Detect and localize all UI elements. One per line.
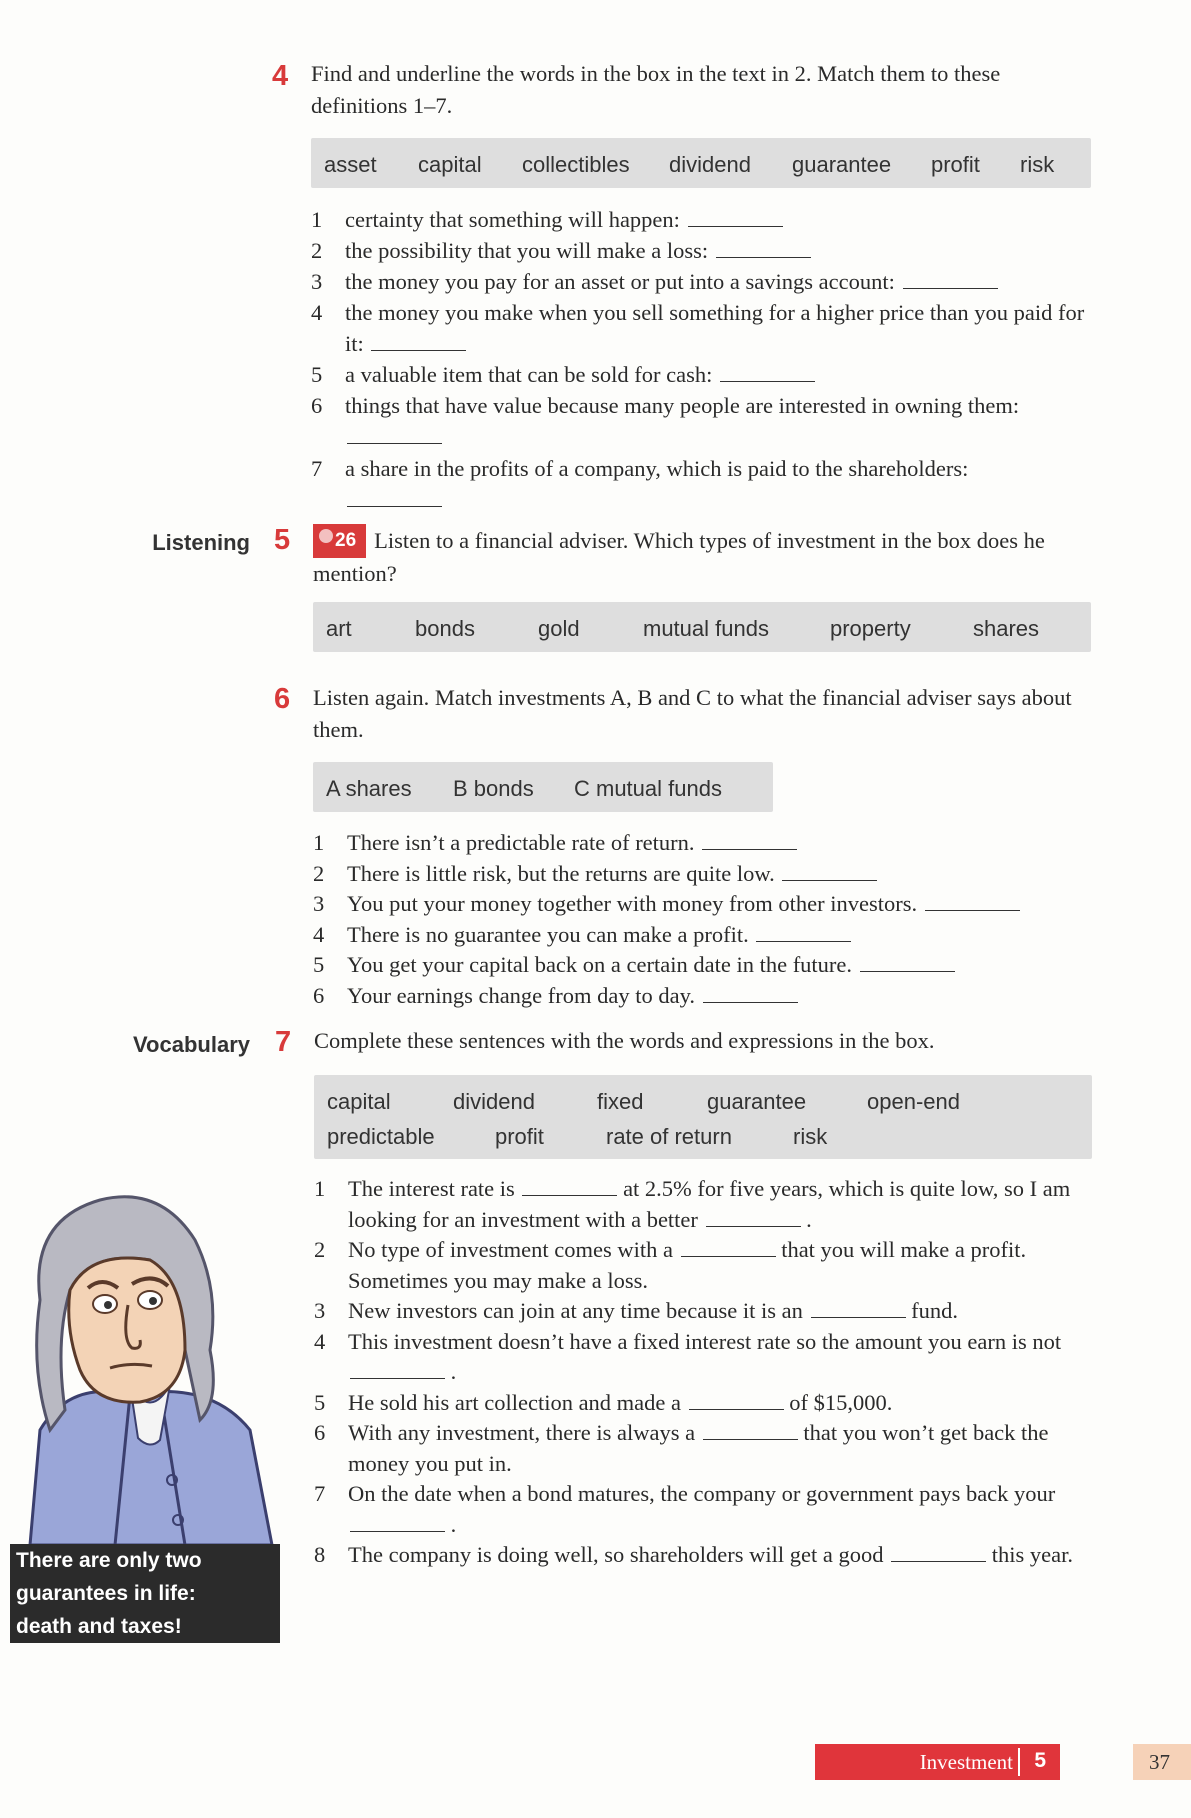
- cd-icon: [319, 529, 333, 543]
- answer-blank[interactable]: [347, 423, 442, 444]
- list-item: 6 Your earnings change from day to day.: [313, 981, 1093, 1012]
- answer-blank[interactable]: [522, 1175, 617, 1196]
- exercise-5-instruction: 26 Listen to a financial adviser. Which types of investment in the box does he mention?: [313, 524, 1083, 590]
- answer-blank[interactable]: [716, 237, 811, 258]
- exercise-7-instruction: Complete these sentences with the words and expressions in the box.: [314, 1028, 935, 1053]
- answer-blank[interactable]: [703, 982, 798, 1003]
- footer-divider: [1018, 1748, 1020, 1776]
- box-word: profit: [495, 1124, 544, 1149]
- section-label-listening: Listening: [152, 530, 250, 555]
- list-item: 5 a valuable item that can be sold for cash:: [311, 359, 1091, 390]
- list-item: 3 You put your money together with money from other investors.: [313, 889, 1093, 920]
- answer-blank[interactable]: [720, 361, 815, 382]
- box-word: capital: [327, 1089, 391, 1114]
- box-word: rate of return: [606, 1124, 732, 1149]
- franklin-illustration: [10, 1180, 280, 1545]
- list-item: 2 There is little risk, but the returns are quite low.: [313, 859, 1093, 890]
- exercise-4-instruction: Find and underline the words in the box in the text in 2. Match them to these definitions 1–7.: [311, 61, 1001, 118]
- answer-blank[interactable]: [925, 890, 1020, 911]
- answer-blank[interactable]: [702, 829, 797, 850]
- exercise-6-instruction: Listen again. Match investments A, B and C to what the financial adviser says about them.: [313, 685, 1072, 742]
- exercise-7-number: 7: [275, 1026, 292, 1058]
- answer-blank[interactable]: [706, 1206, 801, 1227]
- list-item: 6 With any investment, there is always a that you won’t get back the money you put in.: [314, 1420, 1049, 1476]
- answer-blank[interactable]: [350, 1511, 445, 1532]
- box-word: mutual funds: [643, 616, 769, 641]
- list-item: [311, 484, 1091, 514]
- unit-number: 5: [1034, 1749, 1046, 1772]
- exercise-4-list: [311, 204, 1091, 514]
- answer-blank[interactable]: [703, 1419, 798, 1440]
- exercise-6-list: [313, 828, 1093, 1011]
- answer-blank[interactable]: [903, 268, 998, 289]
- section-label-vocabulary: Vocabulary: [133, 1032, 250, 1057]
- box-word: capital: [418, 152, 482, 177]
- list-item: 1 There isn’t a predictable rate of return.: [313, 828, 1093, 859]
- box-word: A shares: [326, 776, 412, 801]
- box-word: guarantee: [707, 1089, 807, 1114]
- exercise-5-word-box: [313, 602, 1091, 652]
- exercise-7-list: [314, 1174, 1099, 1571]
- list-item: 5 He sold his art collection and made a of $15,000.: [314, 1389, 893, 1415]
- list-item: 7 On the date when a bond matures, the company or government pays back your .: [314, 1481, 1056, 1537]
- list-item: 2 No type of investment comes with a that you will make a profit. Sometimes you may make a loss.: [314, 1237, 1027, 1293]
- box-word: open-end: [867, 1089, 960, 1114]
- answer-blank[interactable]: [371, 330, 466, 351]
- box-word: property: [830, 616, 911, 641]
- answer-blank[interactable]: [782, 860, 877, 881]
- answer-blank[interactable]: [811, 1297, 906, 1318]
- answer-blank[interactable]: [681, 1236, 776, 1257]
- box-word: predictable: [327, 1124, 435, 1149]
- exercise-5-number: 5: [274, 524, 291, 556]
- answer-blank[interactable]: [688, 206, 783, 227]
- answer-blank[interactable]: [350, 1358, 445, 1379]
- box-word: C mutual funds: [574, 776, 722, 801]
- page-number: 37: [1149, 1750, 1170, 1774]
- answer-blank[interactable]: [756, 921, 851, 942]
- list-item: 1 The interest rate is at 2.5% for five years, which is quite low, so I am looking for an investment with a better .: [314, 1176, 1071, 1232]
- exercise-6-number: 6: [274, 683, 291, 715]
- list-item: 6 things that have value because many people are interested in owning them:: [311, 393, 1020, 418]
- list-item: 7 a share in the profits of a company, which is paid to the shareholders:: [311, 456, 969, 481]
- box-word: risk: [1020, 152, 1055, 177]
- unit-footer-bar: [815, 1744, 1060, 1780]
- audio-track-button[interactable]: 26: [313, 524, 366, 558]
- unit-title: Investment: [919, 1750, 1013, 1774]
- answer-blank[interactable]: [689, 1389, 784, 1410]
- box-word: dividend: [669, 152, 751, 177]
- answer-blank[interactable]: [891, 1541, 986, 1562]
- box-word: guarantee: [792, 152, 892, 177]
- list-item: 4 This investment doesn’t have a fixed interest rate so the amount you earn is not .: [314, 1328, 1062, 1384]
- box-word: risk: [793, 1124, 828, 1149]
- list-item: 2 the possibility that you will make a loss:: [311, 235, 1091, 266]
- box-word: fixed: [597, 1089, 644, 1114]
- exercise-6-word-box: [313, 762, 773, 812]
- list-item: 8 The company is doing well, so shareholders will get a good this year.: [314, 1542, 1074, 1567]
- box-word: shares: [973, 616, 1040, 641]
- box-word: art: [326, 616, 352, 641]
- box-word: dividend: [453, 1089, 535, 1114]
- box-word: asset: [324, 152, 377, 177]
- quote-caption: There are only two guarantees in life: death and taxes!: [10, 1544, 280, 1643]
- list-item: 4 There is no guarantee you can make a profit.: [313, 920, 1093, 951]
- exercise-4-word-box: [311, 138, 1091, 188]
- exercise-4-number: 4: [272, 60, 289, 92]
- answer-blank[interactable]: [860, 951, 955, 972]
- box-word: collectibles: [522, 152, 630, 177]
- exercise-7-word-box: [314, 1075, 1092, 1159]
- page-number-tab: [1133, 1744, 1191, 1780]
- box-word: gold: [538, 616, 580, 641]
- answer-blank[interactable]: [347, 486, 442, 507]
- box-word: profit: [931, 152, 980, 177]
- list-item: [311, 421, 1091, 451]
- box-word: bonds: [415, 616, 475, 641]
- box-word: B bonds: [453, 776, 534, 801]
- list-item: 3 the money you pay for an asset or put into a savings account:: [311, 266, 1091, 297]
- list-item: 3 New investors can join at any time because it is an fund.: [314, 1298, 958, 1323]
- list-item: 4 the money you make when you sell something for a higher price than you paid for it:: [311, 300, 1085, 356]
- list-item: 5 You get your capital back on a certain date in the future.: [313, 950, 1093, 981]
- list-item: 1 certainty that something will happen:: [311, 204, 1091, 235]
